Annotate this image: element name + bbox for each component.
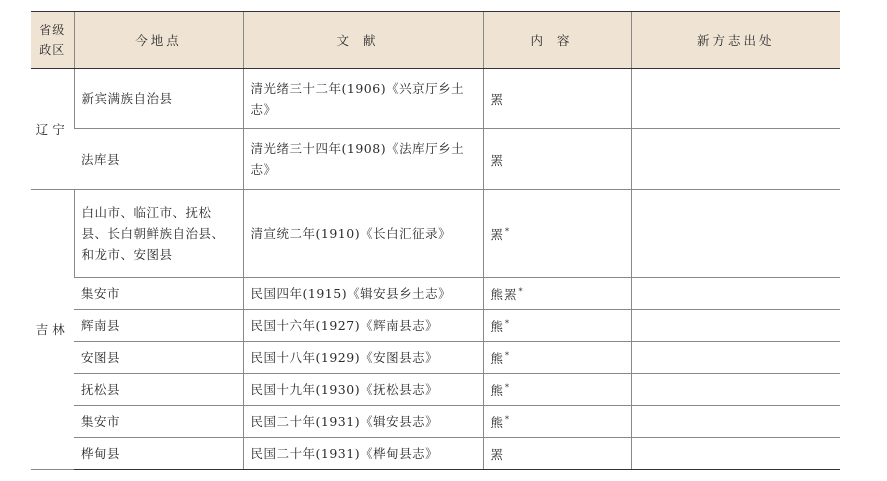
document-cell: 民国四年(1915)《辑安县乡土志》 <box>243 278 483 310</box>
document-cell: 清光绪三十四年(1908)《法库厅乡土志》 <box>243 129 483 190</box>
source-cell <box>631 406 840 438</box>
place-cell: 安图县 <box>74 342 243 374</box>
table-row <box>31 69 840 129</box>
table-row <box>31 438 840 470</box>
source-cell <box>631 190 840 278</box>
content-cell <box>483 310 631 342</box>
asterisk-mark: * <box>505 415 511 425</box>
place-cell: 法库县 <box>74 129 243 190</box>
table-row <box>31 310 840 342</box>
header-row <box>31 12 840 69</box>
place-cell: 新宾满族自治县 <box>74 69 243 129</box>
source-cell <box>631 342 840 374</box>
content-cell <box>483 342 631 374</box>
document-cell: 民国十九年(1930)《抚松县志》 <box>243 374 483 406</box>
content-text: 熊 <box>490 319 505 335</box>
asterisk-mark: * <box>505 383 511 393</box>
source-cell <box>631 310 840 342</box>
place-cell: 集安市 <box>74 406 243 438</box>
source-cell <box>631 69 840 129</box>
source-cell <box>631 438 840 470</box>
asterisk-mark: * <box>518 287 524 297</box>
place-cell: 集安市 <box>74 278 243 310</box>
header-place: 今地点 <box>74 12 243 69</box>
table-row <box>31 374 840 406</box>
source-cell <box>631 278 840 310</box>
asterisk-mark: * <box>505 319 511 329</box>
table-row <box>31 342 840 374</box>
content-cell <box>483 190 631 278</box>
place-cell: 抚松县 <box>74 374 243 406</box>
header-content: 内容 <box>483 12 631 69</box>
document-cell: 民国二十年(1931)《桦甸县志》 <box>243 438 483 470</box>
content-text: 熊罴 <box>490 287 518 303</box>
table-row <box>31 129 840 190</box>
header-province-line2: 政区 <box>39 43 66 57</box>
header-source: 新方志出处 <box>631 12 840 69</box>
content-text: 熊 <box>490 383 505 399</box>
content-cell <box>483 406 631 438</box>
gazetteer-table <box>31 11 840 470</box>
table-row <box>31 190 840 278</box>
document-cell: 民国十八年(1929)《安图县志》 <box>243 342 483 374</box>
header-province <box>31 12 74 69</box>
content-text: 罴 <box>490 227 505 243</box>
content-text: 熊 <box>490 415 505 431</box>
document-cell: 民国十六年(1927)《辉南县志》 <box>243 310 483 342</box>
source-cell <box>631 374 840 406</box>
header-document: 文献 <box>243 12 483 69</box>
place-cell: 桦甸县 <box>74 438 243 470</box>
province-cell-liaoning: 辽宁 <box>31 69 74 190</box>
content-cell <box>483 278 631 310</box>
content-cell <box>483 374 631 406</box>
asterisk-mark: * <box>505 227 511 237</box>
source-cell <box>631 129 840 190</box>
table-row <box>31 406 840 438</box>
asterisk-mark: * <box>505 351 511 361</box>
content-cell <box>483 69 631 129</box>
content-cell <box>483 129 631 190</box>
content-text: 罴 <box>490 153 505 169</box>
content-text: 熊 <box>490 351 505 367</box>
document-cell: 清宣统二年(1910)《长白汇征录》 <box>243 190 483 278</box>
province-cell-jilin: 吉林 <box>31 190 74 470</box>
place-cell: 辉南县 <box>74 310 243 342</box>
place-cell: 白山市、临江市、抚松县、长白朝鲜族自治县、和龙市、安图县 <box>74 190 243 278</box>
header-province-line1: 省级 <box>39 23 66 37</box>
content-text: 罴 <box>490 92 505 108</box>
content-cell <box>483 438 631 470</box>
table-row <box>31 278 840 310</box>
content-text: 罴 <box>490 447 505 463</box>
document-cell: 民国二十年(1931)《辑安县志》 <box>243 406 483 438</box>
document-cell: 清光绪三十二年(1906)《兴京厅乡土志》 <box>243 69 483 129</box>
